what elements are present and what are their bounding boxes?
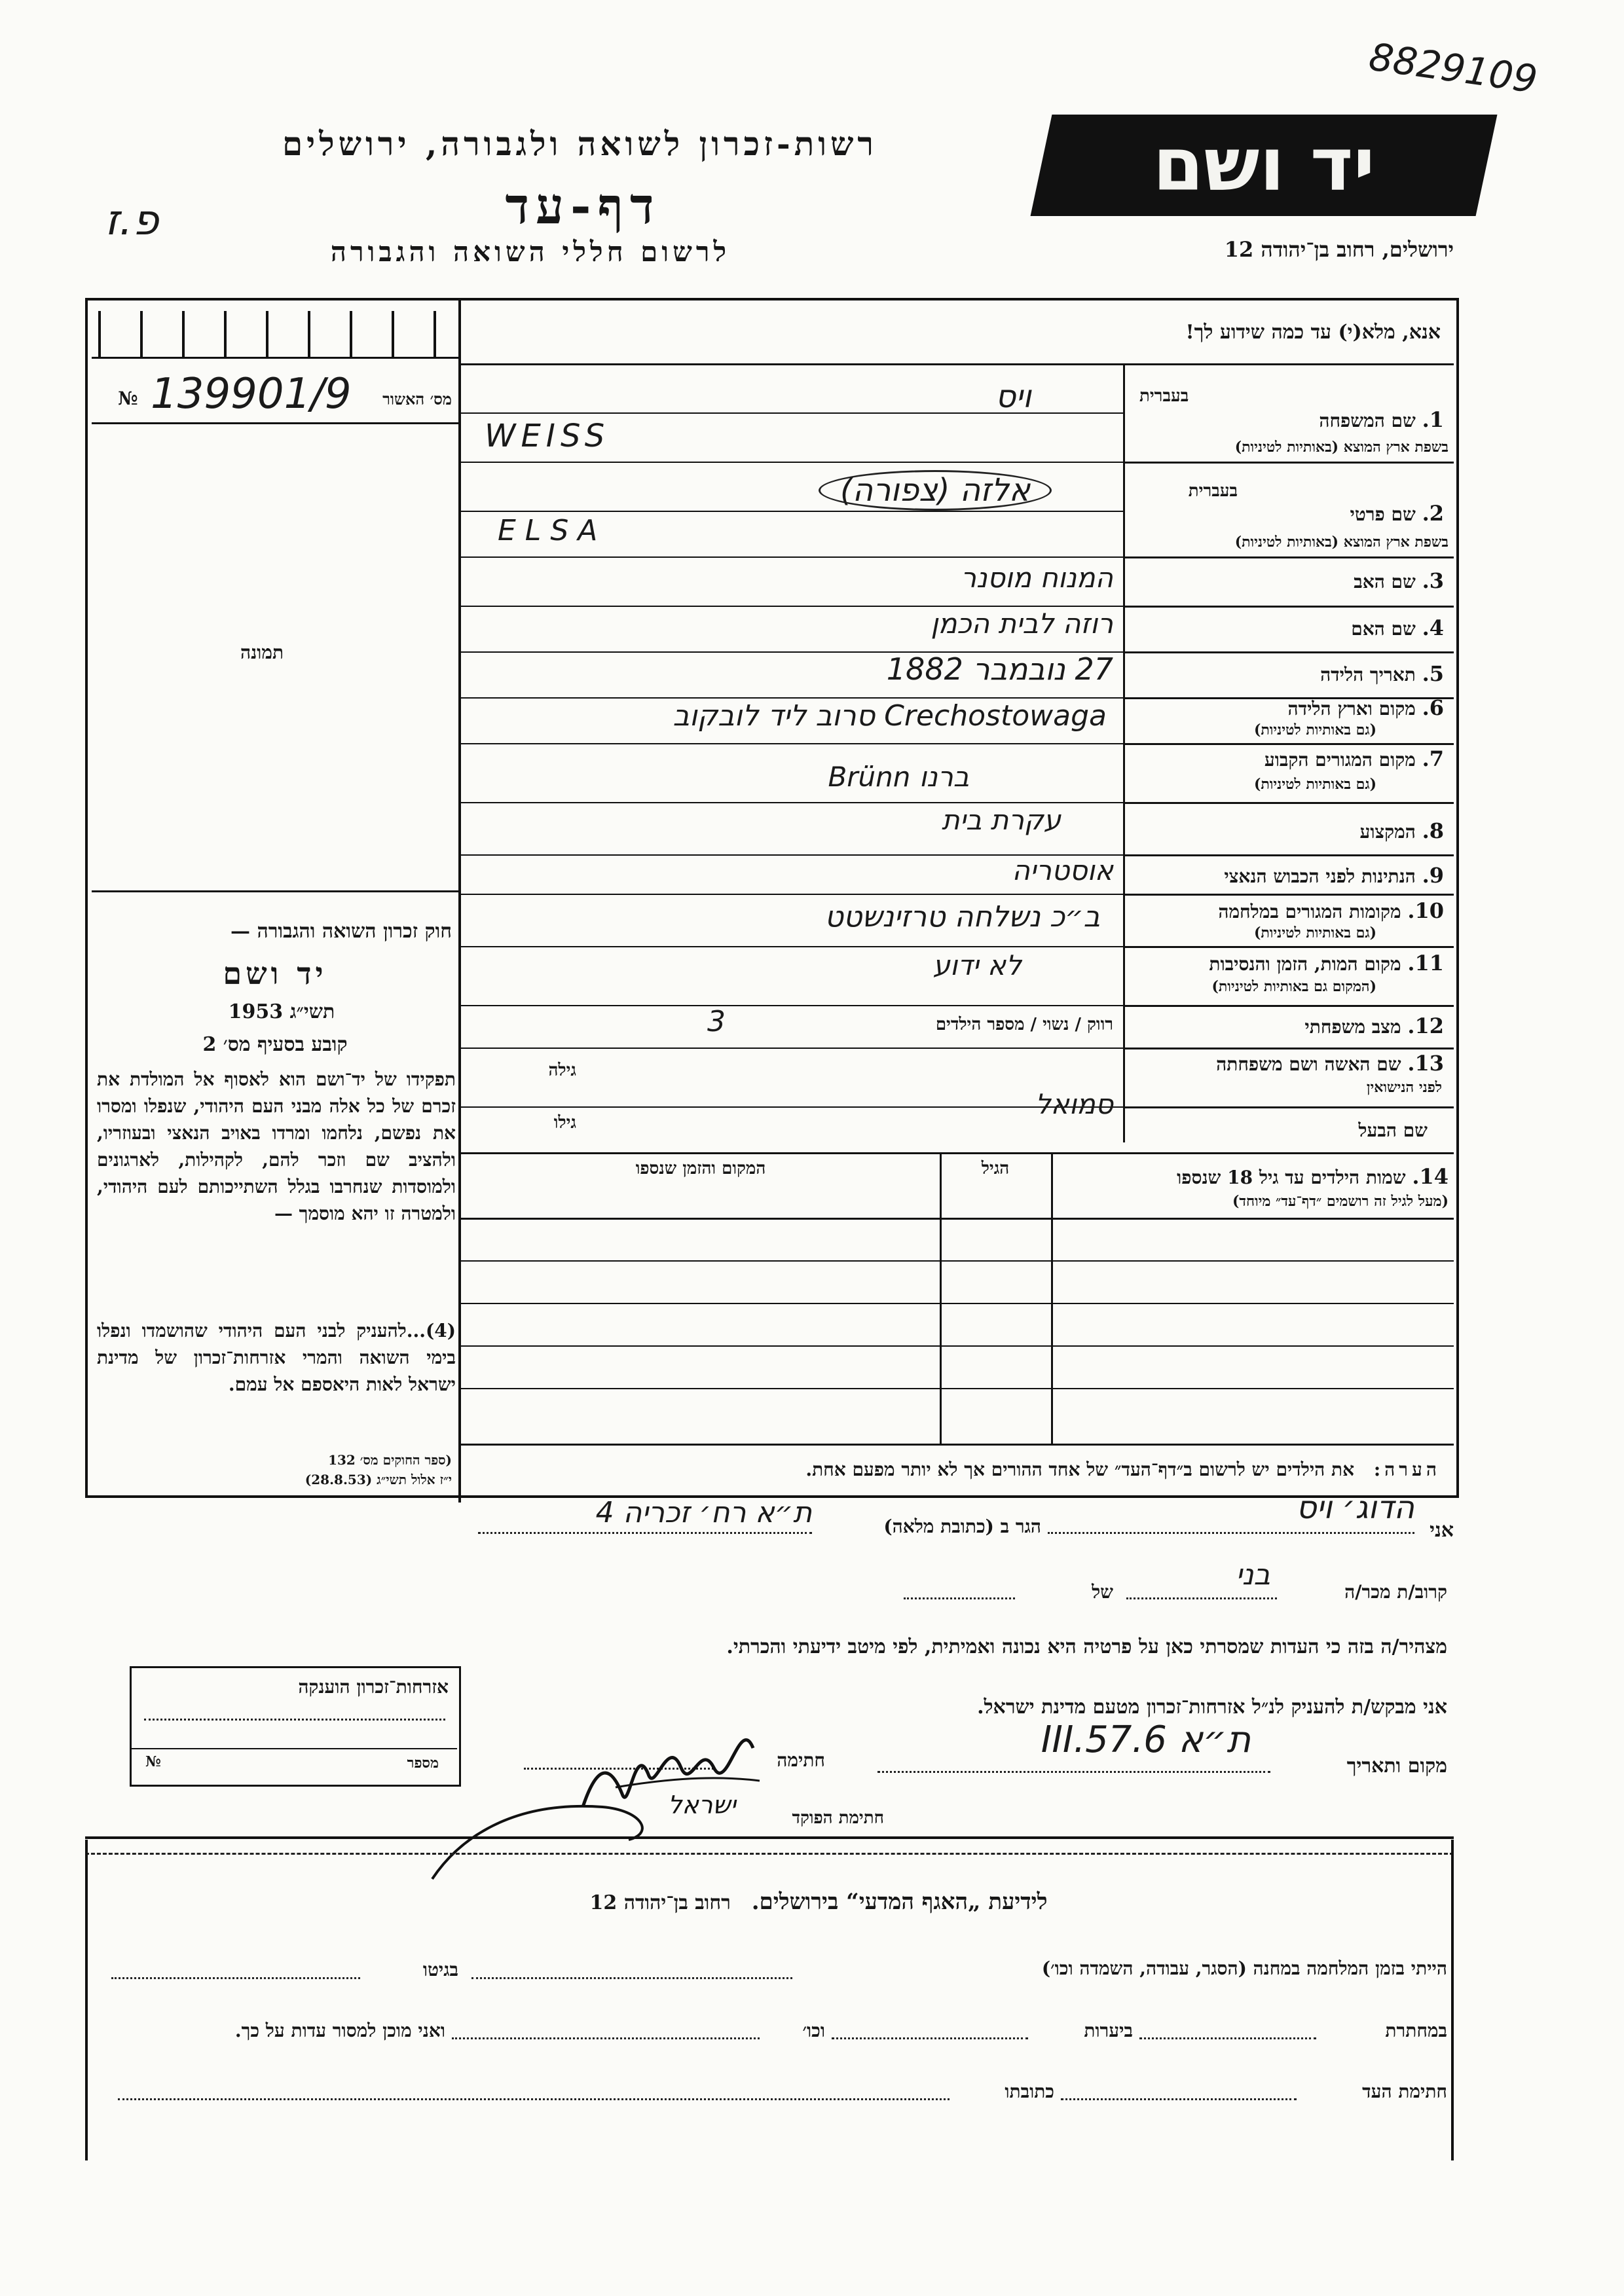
law-year bbox=[98, 1000, 452, 1023]
field-1-sublabel: בשפת ארץ המוצא (באותיות לטיניות) bbox=[1234, 439, 1449, 456]
field-10-sublabel: (גם באותיות לטיניות) bbox=[1253, 924, 1376, 941]
photo-label: תמונה bbox=[240, 642, 284, 663]
husband-age-label: גילו bbox=[553, 1113, 576, 1133]
field-1-value-latin: WEISS bbox=[485, 418, 610, 454]
field-7-sublabel: (גם באותיות לטיניות) bbox=[1253, 776, 1376, 793]
field-6-text: מקום וארץ הלידה bbox=[1287, 698, 1416, 720]
field-11-value: לא ידוע bbox=[932, 949, 1022, 981]
law-year-num: 1953 bbox=[228, 1000, 284, 1023]
stamp-box-no-symbol: № bbox=[145, 1753, 161, 1770]
field-2-number: 2. bbox=[1422, 501, 1444, 526]
witness-declaration: מצהיר/ה בזה כי העדות שמסרתי כאן על פרטיה היא נכונה ואמיתית, לפי מיטב ידיעתי והכרתי. bbox=[726, 1635, 1447, 1658]
note-row bbox=[471, 1459, 1441, 1481]
field-2-text: שם פרטי bbox=[1350, 503, 1416, 525]
field-2-value-hebrew: אלזה (צפורה) bbox=[819, 470, 1052, 511]
field-13-label bbox=[1139, 1051, 1444, 1076]
field-11-number: 11. bbox=[1407, 951, 1444, 975]
witness-relation-label: קרוב/ת מכר/ה bbox=[1344, 1581, 1447, 1603]
witness-of-label: של bbox=[1092, 1581, 1113, 1603]
field-11-text: מקום המות, הזמן והנסיבות bbox=[1209, 953, 1401, 975]
field-10-value: ב״כ נשלחה טרזינשטט bbox=[824, 900, 1100, 934]
field-12-text: מצב משפחתי bbox=[1304, 1016, 1401, 1038]
law-year-heb: תשי״ג bbox=[289, 1000, 335, 1023]
field-10-text: מקומות המגורים במלחמה bbox=[1218, 901, 1401, 922]
field-6-value: Crechostowaga סרוב ליד לובקוב bbox=[673, 699, 1107, 733]
field-10-label bbox=[1139, 898, 1444, 923]
field-4-text: שם האם bbox=[1351, 618, 1416, 640]
field-7-label bbox=[1139, 746, 1444, 771]
field-6-sublabel: (גם באותיות לטיניות) bbox=[1253, 721, 1376, 738]
witness-resides-label: הגר ב (כתובת מלאה) bbox=[883, 1516, 1041, 1537]
children-col-place: המקום והזמן שנספו bbox=[635, 1159, 766, 1178]
intro-text: אנא, מלא(י) עד כמה שידוע לך! bbox=[1185, 321, 1441, 344]
law-text: תפקידו של יד־ושם הוא לאסוף אל המולדת את זכרם של כל אלה מבני העם היהודי, שנפלו ומסרו את נפשם, נלחמו ומרדו באויב הנאצי ובעוזריו, ולהציב שם וזכר להם, לקהילות, לארגונים ולמוסדות שנחרבו בגלל השתייכותם לעם היהודי, ולמטרה זו יהא מוסמך — bbox=[97, 1068, 456, 1224]
field-1-label bbox=[1238, 407, 1444, 432]
field-8-value: עקרת בית bbox=[941, 804, 1061, 836]
witness-i-label: אני bbox=[1430, 1519, 1454, 1542]
signature-label: חתימה bbox=[777, 1749, 825, 1771]
field-5-text: תאריך הלידה bbox=[1320, 664, 1416, 685]
field-11-sublabel: (המקום גם באותיות לטיניות) bbox=[1211, 978, 1376, 995]
children-col-age: הגיל bbox=[981, 1159, 1010, 1178]
field-6-number: 6. bbox=[1422, 695, 1444, 720]
witness-request: אני מבקש/ת להעניק לנ״ל אזרחות־זכרון מטעם מדינת ישראל. bbox=[977, 1696, 1447, 1719]
field-8-number: 8. bbox=[1422, 818, 1444, 843]
field-1-number: 1. bbox=[1422, 407, 1444, 432]
law-name: יד ושם bbox=[223, 956, 327, 991]
stamp-box-number-label: מספר bbox=[407, 1755, 439, 1772]
logo-text: יד ושם bbox=[1153, 122, 1375, 208]
field-9-label bbox=[1139, 863, 1444, 888]
field-3-text: שם האב bbox=[1354, 571, 1416, 592]
field-2-value-latin: ELSA bbox=[498, 514, 607, 547]
field-4-number: 4. bbox=[1422, 615, 1444, 640]
field-7-value: ברנו Brünn bbox=[828, 761, 969, 793]
children-subtitle: (מעל לגיל זה רושמים ״דף־עד״ מיוחד) bbox=[1232, 1193, 1449, 1210]
footer-testimony-text: ואני מוכן למסור עדות על כך. bbox=[234, 2020, 445, 2041]
witness-address: ת״א רח׳ זכריה 4 bbox=[595, 1496, 812, 1529]
field-9-text: הנתינות לפני הכבוש הנאצי bbox=[1224, 866, 1416, 887]
cert-ticks bbox=[98, 311, 439, 357]
official-signature-scrawl: ישראל bbox=[668, 1791, 736, 1819]
field-12-label bbox=[1139, 1013, 1444, 1038]
children-number: 14. bbox=[1412, 1164, 1449, 1189]
footer-etc-label: וכו׳ bbox=[802, 2020, 825, 2041]
address: ירושלים, רחוב בן־יהודה 12 bbox=[1224, 237, 1454, 262]
law-ref-1: (ספר החוקים מס׳ 132 bbox=[328, 1452, 452, 1468]
field-6-label bbox=[1139, 695, 1444, 720]
authority-line: רשות-זכרון לשואה ולגבורה, ירושלים bbox=[282, 124, 877, 163]
children-title-text: שמות הילדים עד גיל 18 שנספו bbox=[1177, 1167, 1406, 1188]
field-3-value: המנוח מוסנר bbox=[961, 562, 1113, 594]
place-date-label: מקום ותאריך bbox=[1346, 1755, 1447, 1777]
margin-note: פ.ז bbox=[105, 196, 159, 245]
field-2-sublabel: בשפת ארץ המוצא (באותיות לטיניות) bbox=[1234, 534, 1449, 551]
field-13-number: 13. bbox=[1407, 1051, 1444, 1076]
field-12-number: 12. bbox=[1407, 1013, 1444, 1038]
field-5-label bbox=[1139, 661, 1444, 686]
cert-no-symbol: № bbox=[118, 388, 138, 409]
field-2-label bbox=[1238, 501, 1444, 526]
yad-vashem-logo bbox=[1031, 115, 1498, 216]
field-12-options: רווק / נשוי / מספר הילדים bbox=[935, 1015, 1113, 1034]
footer-title-row bbox=[458, 1889, 1179, 1915]
footer-camp-label: הייתי בזמן המלחמה במחנה (הסגר, עבודה, השמדה וכו׳) bbox=[1041, 1958, 1447, 1979]
field-2-hebrew-tag: בעברית bbox=[1188, 481, 1238, 501]
footer-title: לידיעת „האגף המדעי“ בירושלים. bbox=[751, 1889, 1048, 1915]
field-4-label bbox=[1139, 615, 1444, 640]
husband-label: שם הבעל bbox=[1358, 1120, 1428, 1141]
witness-signature bbox=[419, 1715, 930, 1886]
field-1-text: שם המשפחה bbox=[1319, 410, 1416, 431]
field-3-label bbox=[1139, 568, 1444, 593]
field-7-text: מקום המגורים הקבוע bbox=[1264, 749, 1416, 771]
husband-value: סמואל bbox=[1035, 1088, 1113, 1120]
note-label: הערה: bbox=[1373, 1459, 1441, 1480]
children-title bbox=[1056, 1164, 1449, 1189]
field-13-age-label: גילה bbox=[548, 1061, 576, 1080]
cert-label: מס׳ האשור bbox=[382, 390, 452, 409]
form-subtitle: לרשום חללי השואה והגבורה bbox=[330, 236, 731, 268]
note-text: את הילדים יש לרשום ב״דף־העד״ של אחד ההורים אך לא יותר מפעם אחת. bbox=[805, 1459, 1355, 1480]
official-signature-label: חתימת הפוקד bbox=[792, 1808, 884, 1828]
field-13-text: שם האשה ושם משפחתה bbox=[1216, 1053, 1401, 1075]
footer-ghetto-label: בגיטו bbox=[422, 1959, 458, 1980]
field-11-label bbox=[1139, 951, 1444, 975]
field-10-number: 10. bbox=[1407, 898, 1444, 923]
law-title: חוק זכרון השואה והגבורה — bbox=[231, 920, 452, 943]
law-ref-2: י״ז אלול תשי״ג (28.8.53) bbox=[304, 1472, 452, 1487]
field-1-hebrew-tag: בעברית bbox=[1139, 386, 1189, 406]
archive-number: 8829109 bbox=[1366, 34, 1540, 102]
field-9-number: 9. bbox=[1422, 863, 1444, 888]
field-7-number: 7. bbox=[1422, 746, 1444, 771]
law-text-2: (4)...להעניק לבני העם היהודי שהושמדו ונפלו בימי השואה והמרי אזרחות־זכרון של מדינת ישראל לאות היאספם אל עמם. bbox=[97, 1320, 456, 1395]
field-12-value: 3 bbox=[707, 1005, 726, 1038]
witness-relation: בני bbox=[1236, 1558, 1270, 1592]
witness-name: הדוג׳ ויס bbox=[1296, 1489, 1414, 1526]
field-8-label bbox=[1139, 818, 1444, 843]
field-3-number: 3. bbox=[1422, 568, 1444, 593]
field-13-sublabel: לפני הנישואין bbox=[1366, 1079, 1442, 1096]
footer-underground-label: במחתרת bbox=[1385, 2020, 1447, 2041]
field-8-text: המקצוע bbox=[1359, 821, 1416, 843]
footer-address: רחוב בן־יהודה 12 bbox=[589, 1891, 731, 1914]
footer-witness-sig-label: חתימת העד bbox=[1362, 2081, 1447, 2102]
footer-witness-address-label: כתובתו bbox=[1005, 2081, 1054, 2102]
field-4-value: רוזה לבית הכמן bbox=[931, 608, 1113, 640]
form-title: דף-עד bbox=[505, 177, 661, 235]
field-5-number: 5. bbox=[1422, 661, 1444, 686]
footer-forests-label: ביערות bbox=[1084, 2020, 1133, 2041]
field-9-value: אוסטריה bbox=[1012, 854, 1113, 886]
field-5-value: 27 נובמבר 1882 bbox=[886, 651, 1113, 687]
place-date-value: ת״א 6.III.57 bbox=[1041, 1719, 1251, 1761]
law-clause: קובע בסעיף מס׳ 2 bbox=[202, 1033, 348, 1056]
stamp-box-title: אזרחות־זכרון הוענקה bbox=[298, 1676, 449, 1698]
cert-number: 139901/9 bbox=[151, 370, 352, 418]
field-1-value-hebrew: ויס bbox=[995, 378, 1031, 415]
